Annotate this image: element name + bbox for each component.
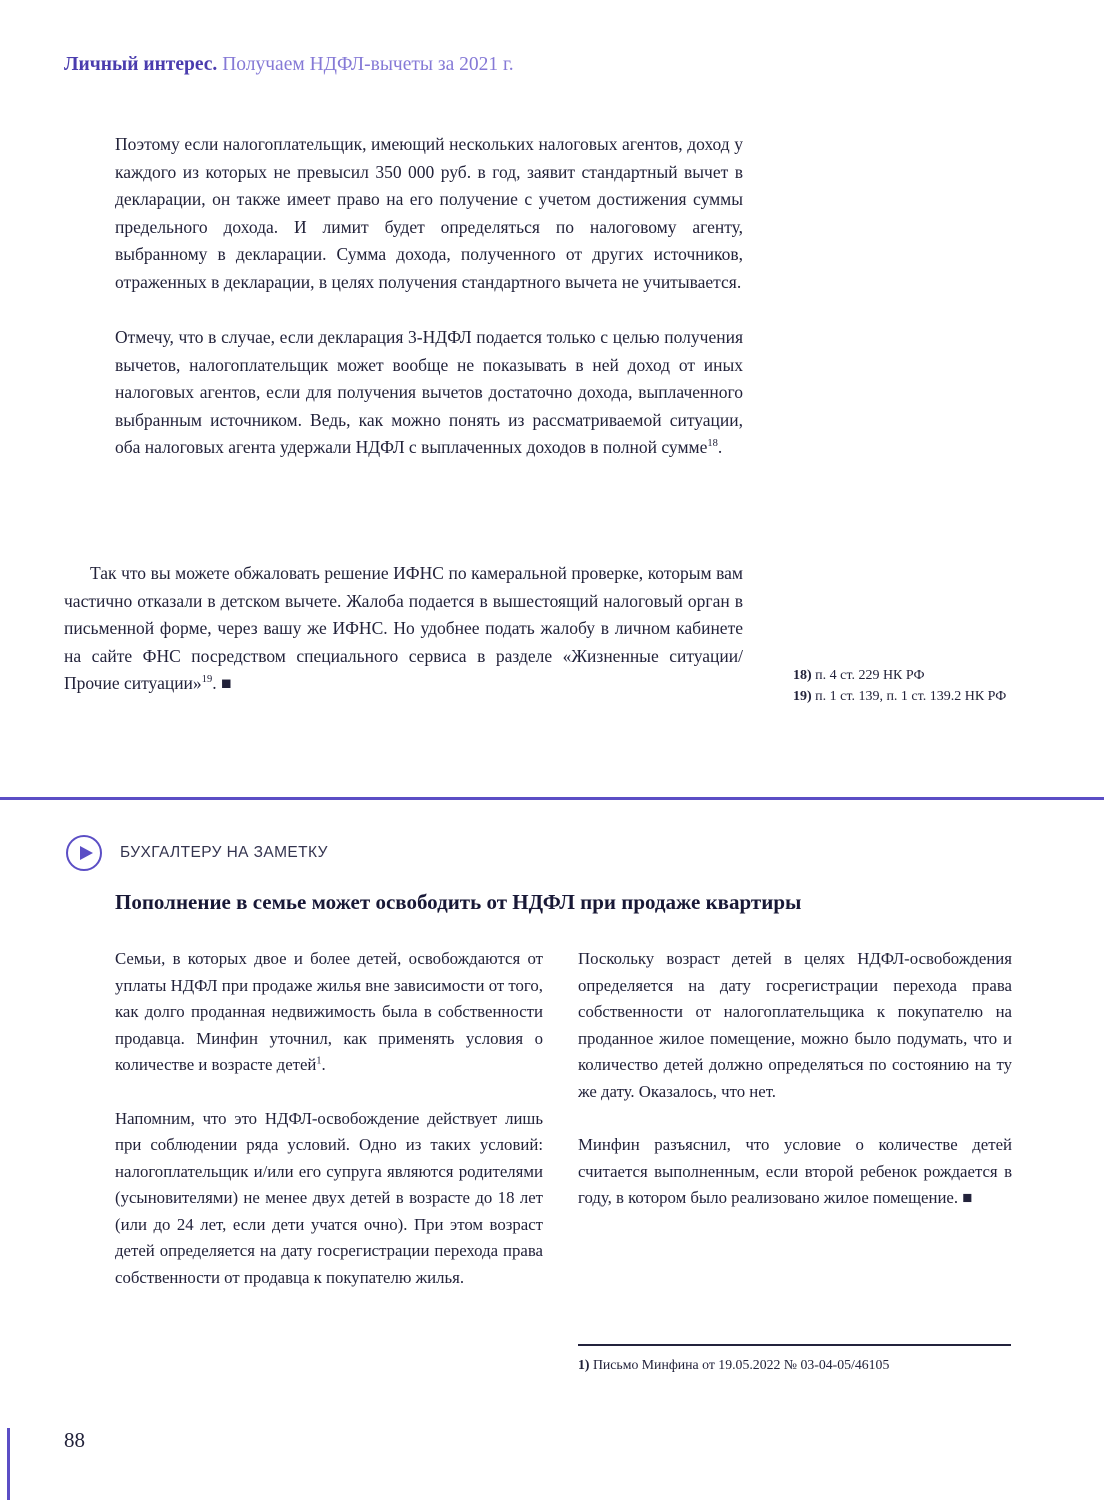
footnote-rule — [578, 1344, 1011, 1346]
footnote-18 — [793, 666, 1021, 685]
play-triangle — [80, 846, 93, 860]
play-icon — [66, 835, 102, 871]
article-body-indented — [115, 131, 743, 490]
paragraph-conclusion: Так что вы можете обжаловать решение ИФНС по камеральной проверке, которым вам частично отказали в детском вычете. Жалоба подается в вышестоящий налоговый орган в письменной форме, через вашу же ИФНС. Но удобнее подать жалобу в личном кабинете на сайте ФНС посредством специального сервиса в разделе «Жизненные ситуации/Прочие ситуации»$^{19}$. ■ — [64, 563, 743, 693]
margin-footnotes — [793, 666, 1021, 708]
footnote-number: 1) — [578, 1357, 590, 1372]
paragraph: Напомним, что это НДФЛ-освобождение действует лишь при соблюдении ряда условий. Одно из таких условий: налогоплательщик и/или его супруга являются родителями (усыновителями) не менее двух детей в возрасте до 18 лет (или до 24 лет, если дети учатся очно). При этом возраст детей определяется на дату госрегистрации перехода права собственности от продавца к покупателю жилья. — [115, 1108, 543, 1287]
article-header — [64, 54, 514, 76]
note-footnote — [578, 1356, 1011, 1374]
note-headline: Пополнение в семье может освободить от НДФЛ при продаже квартиры — [115, 890, 802, 914]
paragraph: Поэтому если налогоплательщик, имеющий нескольких налоговых агентов, доход у каждого из которых не превысил 350 000 руб. в год, заявит стандартный вычет в декларации, он также имеет право на его получение с учетом достижения суммы предельного дохода. И лимит будет определяться по налоговому агенту, выбранному в декларации. Сумма дохода, полученного от других источников, отраженных в декларации, в целях получения стандартного вычета не учитывается. — [115, 134, 743, 292]
paragraph: Поскольку возраст детей в целях НДФЛ-освобождения определяется на дату госрегистрации перехода права собственности от налогоплательщика к покупателю на проданное жилое помещение, можно было подумать, что и количество детей должно определяться по состоянию на ту же дату. Оказалось, что нет. — [578, 949, 1012, 1101]
note-column-left — [115, 946, 543, 1318]
article-subtitle: Получаем НДФЛ-вычеты за 2021 г. — [217, 54, 514, 75]
footnote-text: Письмо Минфина от 19.05.2022 № 03-04-05/46105 — [592, 1357, 890, 1372]
page-number: 88 — [64, 1428, 85, 1452]
kicker-label: БУХГАЛТЕРУ НА ЗАМЕТКУ — [120, 844, 328, 861]
paragraph: Семьи, в которых двое и более детей, освобождаются от уплаты НДФЛ при продаже жилья вне зависимости от того, как долго проданная недвижимость была в собственности продавца. Минфин уточнил, как применять условия о количестве и возрасте детей$^1$. — [115, 949, 543, 1074]
section-divider — [0, 797, 1104, 800]
footnote-text: п. 1 ст. 139, п. 1 ст. 139.2 НК РФ — [815, 689, 1007, 704]
paragraph: Отмечу, что в случае, если декларация 3-НДФЛ подается только с целью получения вычетов, налогоплательщик может вообще не показывать в ней доход от иных налоговых агентов, если для получения вычетов достаточно дохода, выплаченного выбранным источником. Ведь, как можно понять из рассматриваемой ситуации, оба налоговых агента удержали НДФЛ с выплаченных доходов в полной сумме$^{18}$. — [115, 327, 743, 457]
footnote-number: 19) — [793, 689, 812, 704]
note-column-right — [578, 946, 1012, 1239]
footnote-text: п. 4 ст. 229 НК РФ — [815, 668, 925, 683]
page-edge-marker — [7, 1428, 10, 1500]
section-kicker — [66, 835, 328, 871]
rubric-title: Личный интерес. — [64, 54, 218, 75]
footnote-number: 18) — [793, 668, 812, 683]
paragraph: Минфин разъяснил, что условие о количестве детей считается выполненным, если второй ребенок рождается в году, в котором было реализовано жилое помещение. ■ — [578, 1135, 1012, 1207]
footnote-19 — [793, 687, 1021, 706]
